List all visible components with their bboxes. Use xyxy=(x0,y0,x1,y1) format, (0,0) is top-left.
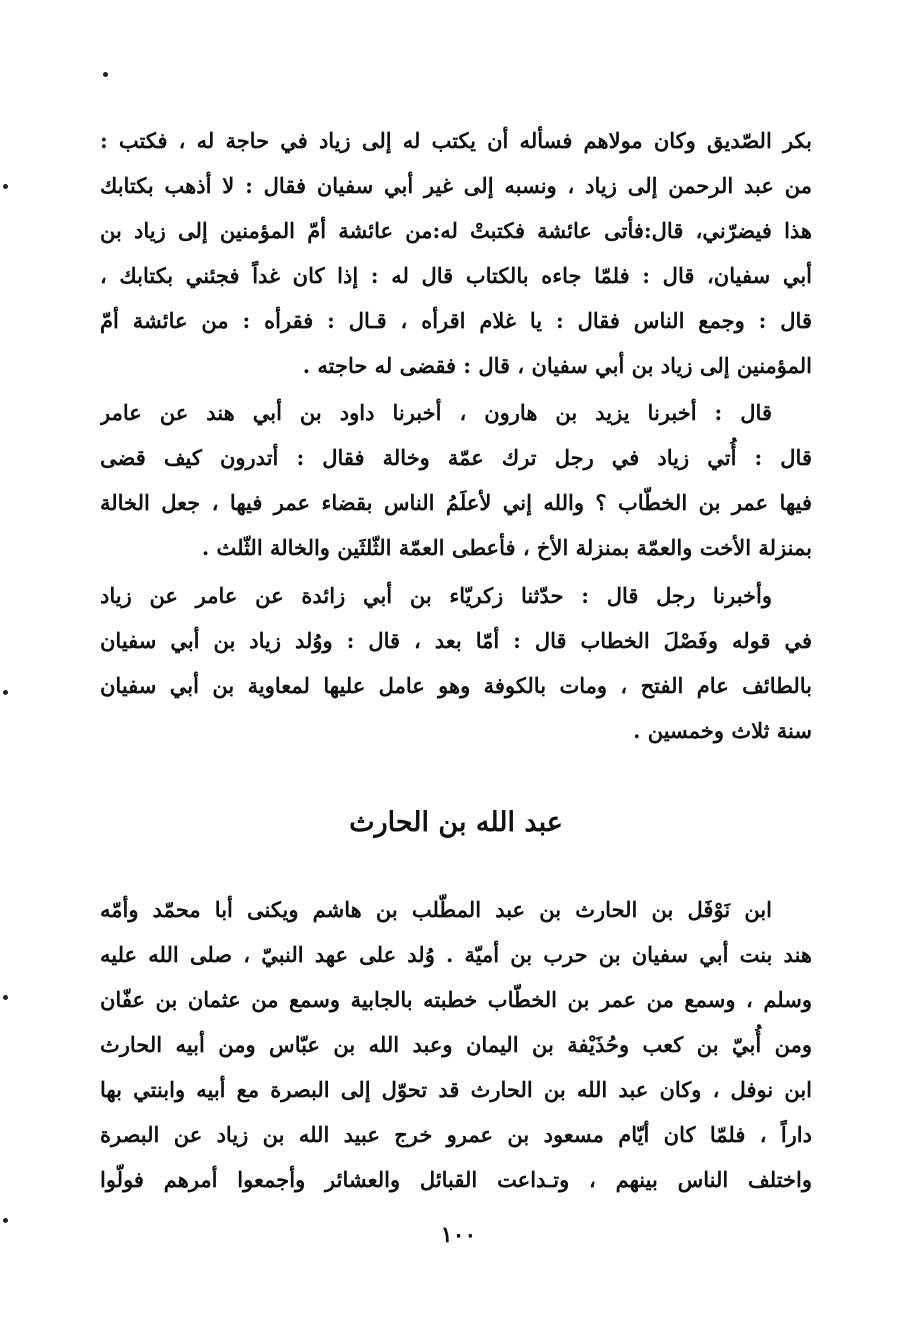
text-line: ابن نَوْفَل بن الحارث بن عبد المطّلب بن هاشم ويكنى أبا محمّد وأمّه xyxy=(100,897,772,922)
text-line: وسلم ، وسمع من عمر بن الخطّاب خطبته بالجابية وسمع من عثمان بن عفّان xyxy=(100,987,812,1012)
section-heading: عبد الله بن الحارث xyxy=(349,807,563,838)
text-line: قال : وجمع الناس فقال : يا غلام اقرأه ، قـال : فقرأه : من عائشة أمّ xyxy=(100,308,812,333)
margin-mark xyxy=(103,72,108,77)
text-line: بالطائف عام الفتح ، ومات بالكوفة وهو عامل عليها لمعاوية بن أبي سفيان xyxy=(100,673,812,698)
text-line: قال : أُتي زياد في رجل ترك عمّة وخالة فقال : أتدرون كيف قضى xyxy=(100,445,812,470)
text-line: هند بنت أبي سفيان بن حرب بن أميّة . وُلد على عهد النبيّ ، صلى الله عليه xyxy=(100,942,812,967)
text-line: في قوله وفَصْلَ الخطاب قال : أمّا بعد ، قال : ووُلد زياد بن أبي سفيان xyxy=(100,628,812,653)
margin-mark xyxy=(3,1218,8,1223)
page-number: ١٠٠ xyxy=(440,1222,477,1248)
text-line: قال : أخبرنا يزيد بن هارون ، أخبرنا داود بن أبي هند عن عامر xyxy=(100,400,772,425)
text-line: فيها عمر بن الخطّاب ؟ والله إني لأعلَمُ الناس بقضاء عمر فيها ، جعل الخالة xyxy=(100,490,812,515)
text-line: بكر الصّديق وكان مولاهم فسأله أن يكتب له إلى زياد في حاجة له ، فكتب : xyxy=(100,128,812,153)
text-line: ومن أُبيّ بن كعب وحُذَيْفة بن اليمان وعبد الله بن عبّاس ومن أبيه الحارث xyxy=(100,1032,812,1057)
margin-mark xyxy=(3,184,8,189)
paragraph-fasl-al-khitab xyxy=(100,573,812,753)
text-line: من عبد الرحمن إلى زياد ، ونسبه إلى غير أبي سفيان فقال : لا أذهب بكتابك xyxy=(100,173,812,198)
margin-mark xyxy=(3,995,8,1000)
text-line: هذا فيضرّني، قال:فأتى عائشة فكتبتْ له:من عائشة أمّ المؤمنين إلى زياد بن xyxy=(100,218,812,243)
text-line: داراً ، فلمّا كان أيّام مسعود بن عمرو خرج عبيد الله بن زياد عن البصرة xyxy=(100,1122,812,1147)
text-line: وأخبرنا رجل قال : حدّثنا زكريّاء بن أبي زائدة عن عامر عن زياد xyxy=(100,583,772,608)
text-line: أبي سفيان، قال : فلمّا جاءه بالكتاب قال له : إذا كان غداً فجئني بكتابك ، xyxy=(100,263,812,288)
text-line: واختلف الناس بينهم ، وتـداعت القبائل والعشائر وأجمعوا أمرهم فولّوا xyxy=(100,1167,812,1192)
paragraph-abdullah-bin-al-harith xyxy=(100,887,812,1202)
text-line: ابن نوفل ، وكان عبد الله بن الحارث قد تحوّل إلى البصرة مع أبيه وابنتي بها xyxy=(100,1077,812,1102)
text-line: سنة ثلاث وخمسين . xyxy=(633,718,812,743)
paragraph-zayd-letter xyxy=(100,118,812,388)
text-line: بمنزلة الأخت والعمّة بمنزلة الأخ ، فأعطى العمّة الثّلثَين والخالة الثّلث . xyxy=(201,535,812,560)
paragraph-inheritance-ruling xyxy=(100,390,812,570)
margin-mark xyxy=(3,690,8,695)
text-line: المؤمنين إلى زياد بن أبي سفيان ، قال : فقضى له حاجته . xyxy=(302,353,812,378)
